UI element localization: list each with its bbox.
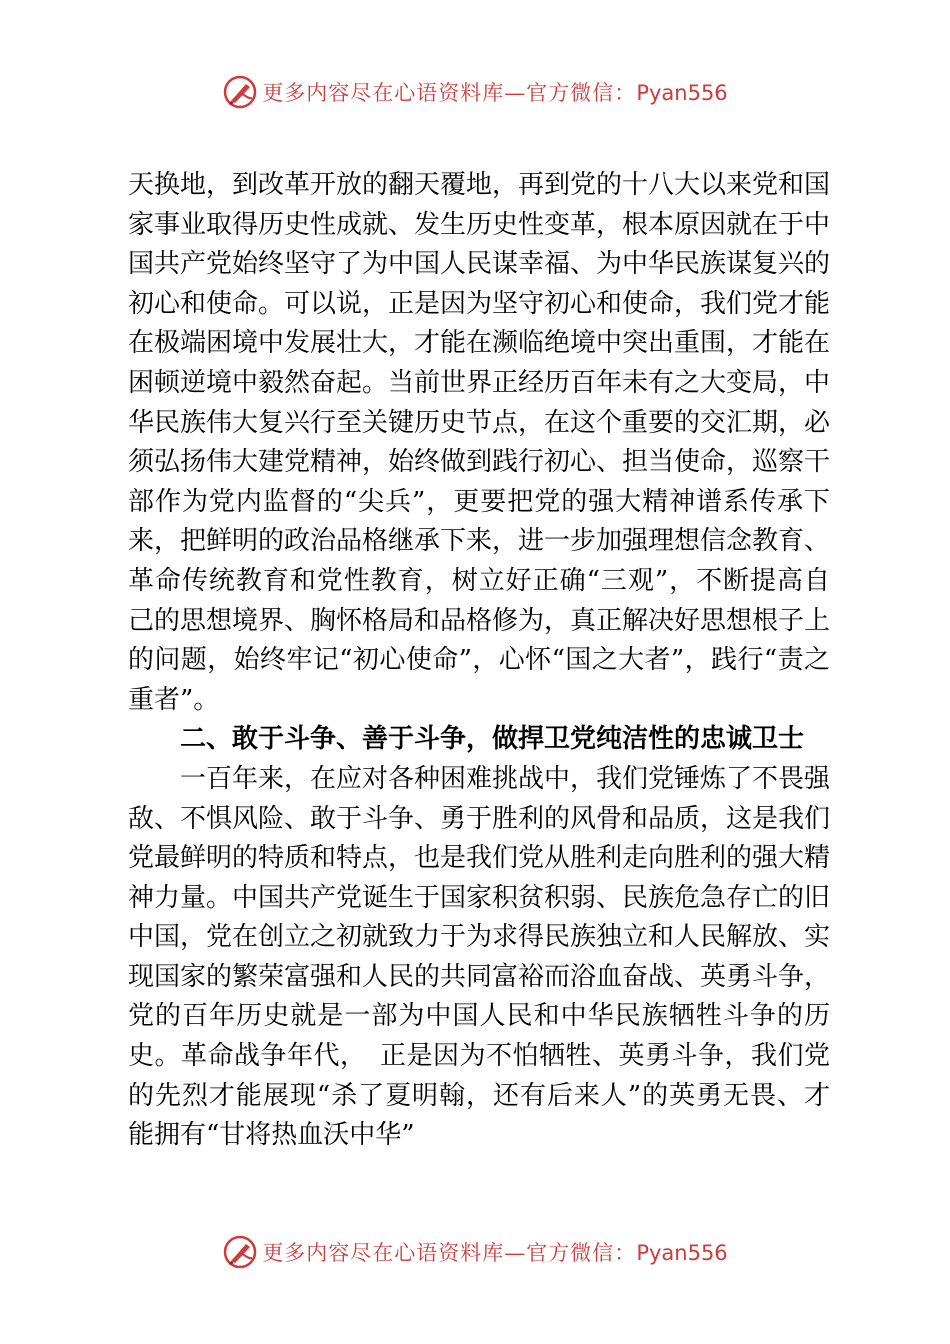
footer-banner-text: 更多内容尽在心语资料库—官方微信： xyxy=(262,1241,637,1265)
header-banner xyxy=(0,72,950,112)
body-paragraph-1: 天换地，到改革开放的翻天覆地，再到党的十八大以来党和国家事业取得历史性成就、发生历史性变革，根本原因就在于中国共产党始终坚守了为中国人民谋幸福、为中华民族谋复兴的初心和使命。可以说，正是因为坚守初心和使命，我们党才能在极端困境中发展壮大，才能在濒临绝境中突出重围，才能在困顿逆境中毅然奋起。当前世界正经历百年未有之大变局，中华民族伟大复兴行至关键历史节点，在这个重要的交汇期，必须弘扬伟大建党精神，始终做到践行初心、担当使命，巡察干部作为党内监督的“尖兵”，更要把党的强大精神谱系传承下来，把鲜明的政治品格继承下来，进一步加强理想信念教育、革命传统教育和党性教育，树立好正确“三观”，不断提高自己的思想境界、胸怀格局和品格修为，真正解决好思想根子上的问题，始终牢记“初心使命”，心怀“国之大者”，践行“责之重者”。 xyxy=(128,170,831,715)
document-body xyxy=(128,166,830,1156)
footer-banner-label xyxy=(262,1237,727,1267)
footer-wechat-id: Pyan556 xyxy=(636,1241,728,1265)
pen-logo-icon xyxy=(222,1234,258,1270)
header-wechat-id: Pyan556 xyxy=(636,81,728,105)
footer-banner xyxy=(0,1232,950,1272)
header-banner-text: 更多内容尽在心语资料库—官方微信： xyxy=(262,81,637,105)
body-paragraph-2: 一百年来，在应对各种困难挑战中，我们党锤炼了不畏强敌、不惧风险、敢于斗争、勇于胜利的风骨和品质，这是我们党最鲜明的特质和特点，也是我们党从胜利走向胜利的强大精神力量。中国共产党诞生于国家积贫积弱、民族危急存亡的旧中国，党在创立之初就致力于为求得民族独立和人民解放、实现国家的繁荣富强和人民的共同富裕而浴血奋战、英勇斗争，党的百年历史就是一部为中国人民和中华民族牺牲斗争的历史。革命战争年代， 正是因为不怕牺牲、英勇斗争，我们党的先烈才能展现“杀了夏明翰，还有后来人”的英勇无畏、才能拥有“甘将热血沃中华” xyxy=(128,763,831,1151)
section-heading-2: 二、敢于斗争、善于斗争，做捍卫党纯洁性的忠诚卫士 xyxy=(180,724,805,755)
header-banner-label xyxy=(262,77,727,107)
pen-logo-icon xyxy=(222,74,258,110)
